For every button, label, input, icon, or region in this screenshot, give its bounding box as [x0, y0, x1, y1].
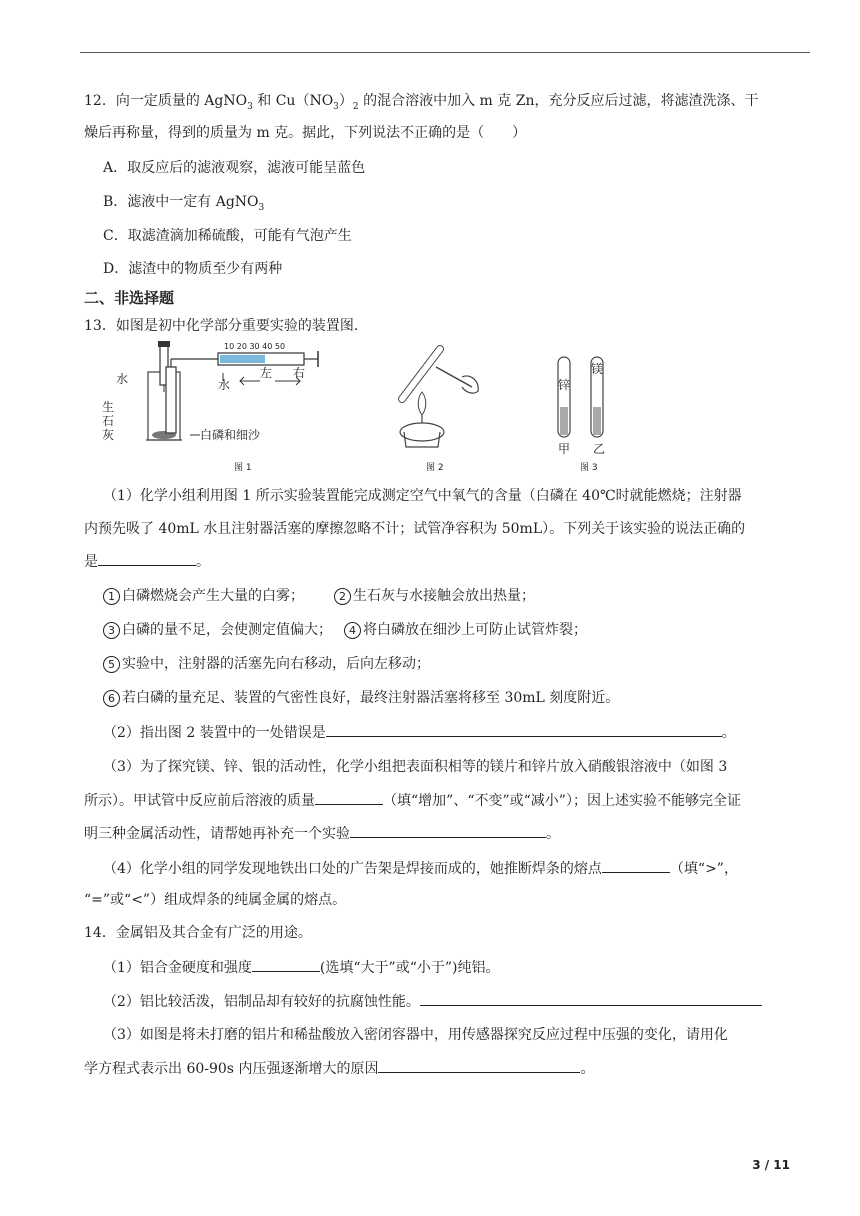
q13-part1-line1: （1）化学小组利用图 1 所示实验装置能完成测定空气中氧气的含量（白磷在 40℃时就能燃烧；注射器 — [103, 488, 742, 504]
number-4-icon: 4 — [344, 622, 361, 639]
answer-blank-3[interactable] — [315, 790, 383, 805]
label-zinc: 锌 — [558, 378, 571, 392]
number-5-icon: 5 — [103, 656, 120, 673]
q12-option-b: B．滤液中一定有 AgNO$_3$ — [103, 194, 265, 213]
q13-part4-line2: “=”或“<”）组成焊条的纯属金属的熔点。 — [84, 892, 347, 908]
page-number: 3 / 11 — [752, 1158, 790, 1172]
label-magnesium: 镁 — [591, 362, 604, 376]
figure-2 — [400, 349, 478, 447]
q14-part3-line2: 学方程式表示出 60-90s 内压强逐渐增大的原因 。 — [84, 1058, 814, 1079]
number-6-icon: 6 — [103, 690, 120, 707]
answer-blank-2[interactable] — [326, 722, 722, 737]
q13-part4-line1: （4）化学小组的同学发现地铁出口处的广告架是焊接而成的，她推断焊条的熔点 （填“>”， — [103, 858, 833, 879]
answer-blank-4[interactable] — [350, 823, 546, 838]
q12-option-d: D．滤渣中的物质至少有两种 — [103, 261, 283, 277]
q13-part2: （2）指出图 2 装置中的一处错误是 。 — [103, 722, 833, 743]
q13-part3-line3: 明三种金属活动性，请帮她再补充一个实验 。 — [84, 823, 814, 844]
q12-stem-line2: 燥后再称量，得到的质量为 m 克。据此，下列说法不正确的是（ ） — [84, 125, 527, 141]
header-rule — [80, 52, 810, 53]
q14-part3-line1: （3）如图是将未打磨的铝片和稀盐酸放入密闭容器中，用传感器探究反应过程中压强的变化，请用化 — [103, 1027, 728, 1043]
number-3-icon: 3 — [103, 622, 120, 639]
q13-item-5: 5 实验中，注射器的活塞先向右移动，后向左移动； — [103, 654, 833, 674]
q14-part2: （2）铝比较活泼，铝制品却有较好的抗腐蚀性能。 — [103, 991, 833, 1012]
answer-blank-6[interactable] — [252, 957, 320, 972]
q13-figures — [100, 337, 660, 477]
q13-stem: 13．如图是初中化学部分重要实验的装置图. — [84, 318, 359, 334]
number-2-icon: 2 — [334, 588, 351, 605]
caption-figure-1: 图 1 — [234, 463, 252, 473]
label-lime-2: 石 — [102, 414, 115, 428]
section-heading: 二、非选择题 — [84, 289, 175, 307]
label-right: 右 — [293, 366, 306, 380]
figure-1 — [146, 341, 318, 440]
caption-figure-3: 图 3 — [580, 463, 598, 473]
q13-part3-line1: （3）为了探究镁、锌、银的活动性，化学小组把表面积相等的镁片和锌片放入硝酸银溶液中（如图 3 — [103, 759, 728, 775]
label-left: 左 — [260, 366, 273, 380]
answer-blank-1[interactable] — [98, 551, 196, 566]
q14-part1: （1）铝合金硬度和强度 (选填“大于”或“小于”)纯铝。 — [103, 957, 833, 978]
q13-part1-line3: 是 。 — [84, 551, 814, 572]
q13-part3-line2: 所示）。甲试管中反应前后溶液的质量 （填“增加”、“不变”或“减小”）；因上述实验不能够完全证 — [84, 790, 814, 811]
label-water-2: 水 — [218, 378, 231, 392]
q13-item-6: 6 若白磷的量充足、装置的气密性良好，最终注射器活塞将移至 30mL 刻度附近。 — [103, 688, 833, 708]
q12-option-c: C．取滤渣滴加稀硫酸，可能有气泡产生 — [103, 228, 352, 244]
answer-blank-5[interactable] — [602, 858, 670, 873]
label-syringe-scale: 10 20 30 40 50 — [224, 342, 286, 351]
number-1-icon: 1 — [103, 588, 120, 605]
answer-blank-8[interactable] — [378, 1058, 580, 1073]
q13-item-3-4: 3 白磷的量不足，会使测定值偏大； 4 将白磷放在细沙上可防止试管炸裂； — [103, 620, 833, 640]
q14-stem: 14．金属铝及其合金有广泛的用途。 — [84, 925, 312, 941]
label-lime-1: 生 — [102, 400, 115, 414]
q12-option-a: A．取反应后的滤液观察，滤液可能呈蓝色 — [103, 160, 366, 176]
apparatus-diagram — [100, 337, 660, 477]
label-phosphorus-sand: 白磷和细沙 — [200, 428, 261, 442]
label-water-1: 水 — [116, 372, 129, 386]
label-lime-3: 灰 — [102, 428, 115, 442]
caption-figure-2: 图 2 — [426, 463, 444, 473]
label-yi: 乙 — [593, 442, 606, 456]
label-jia: 甲 — [558, 442, 571, 456]
q13-part1-line2: 内预先吸了 40mL 水且注射器活塞的摩擦忽略不计；试管净容积为 50mL）。下列关于该实验的说法正确的 — [84, 521, 746, 537]
answer-blank-7[interactable] — [420, 991, 762, 1006]
q13-item-1-2: 1 白磷燃烧会产生大量的白雾； 2 生石灰与水接触会放出热量； — [103, 586, 833, 606]
q12-stem-line1: 12．向一定质量的 AgNO$_3$ 和 $Cu(NO_3)_2$ 的混合溶液中加入 m 克 Zn，充分反应后过滤，将滤渣洗涤、干 — [84, 93, 759, 112]
